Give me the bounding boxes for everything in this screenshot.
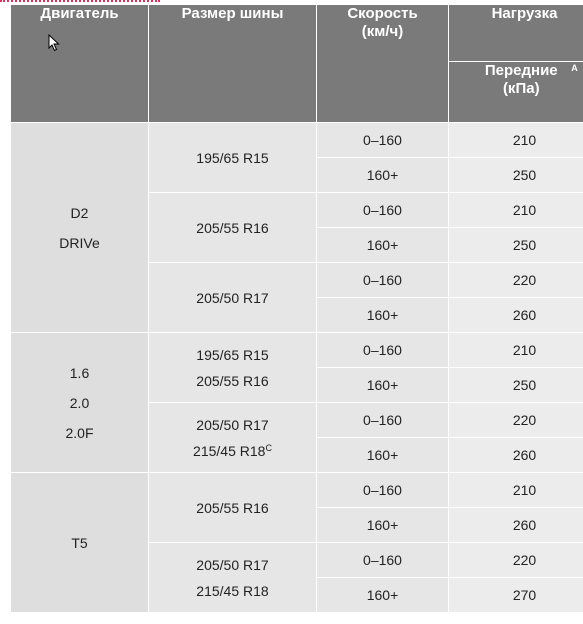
tire-size-cell: [149, 403, 317, 473]
front-pressure-cell: 210: [449, 193, 583, 228]
tire-size-text: 205/50 R17: [196, 416, 269, 433]
front-header: [449, 62, 583, 123]
table-row: [11, 123, 583, 158]
tire-size-text: 205/55 R16: [196, 372, 269, 389]
tire-size-text: 205/50 R17: [196, 556, 269, 573]
front-pressure-cell: 270: [449, 578, 583, 613]
tire-size-text: 195/65 R15: [196, 149, 269, 166]
front-pressure-cell: 220: [449, 543, 583, 578]
speed-cell: 0–160: [317, 333, 449, 368]
tire-size-text: 215/45 R18: [196, 582, 269, 599]
speed-cell: 0–160: [317, 473, 449, 508]
tire-size-text: 205/55 R16: [196, 499, 269, 516]
speed-cell: 160+: [317, 508, 449, 543]
speed-cell: 0–160: [317, 193, 449, 228]
tire-size-footnote: C: [265, 442, 272, 453]
table-row: [11, 473, 583, 508]
mouse-cursor-icon: [48, 34, 60, 52]
front-pressure-cell: 250: [449, 158, 583, 193]
tire-size-text: 215/45 R18: [193, 442, 266, 459]
tire-size: [149, 438, 316, 464]
tire-size-cell: [149, 473, 317, 543]
speed-cell: 160+: [317, 438, 449, 473]
speed-header: [317, 5, 449, 123]
speed-cell: 160+: [317, 298, 449, 333]
tire-size-header-label: Размер шины: [181, 5, 284, 22]
engine-name: 1.6: [69, 364, 90, 381]
front-pressure-cell: 250: [449, 228, 583, 263]
tire-size: [149, 552, 316, 578]
front-pressure-cell: 210: [449, 123, 583, 158]
load-header: [449, 5, 583, 62]
table-row: [11, 333, 583, 368]
tire-size-cell: [149, 193, 317, 263]
front-pressure-cell: 260: [449, 438, 583, 473]
speed-cell: 160+: [317, 228, 449, 263]
engine-name: 2.0F: [65, 424, 94, 441]
speed-cell: 160+: [317, 158, 449, 193]
speed-header-label: Скорость (км/ч): [347, 5, 418, 40]
speed-cell: 0–160: [317, 263, 449, 298]
engine-header: [11, 5, 149, 123]
front-pressure-cell: 220: [449, 403, 583, 438]
tire-size: [149, 285, 316, 311]
tire-size: [149, 495, 316, 521]
engine-name: DRIVe: [59, 234, 100, 251]
tire-size-text: 195/65 R15: [196, 346, 269, 363]
load-header-label: Нагрузка: [491, 5, 558, 22]
tire-size-cell: [149, 123, 317, 193]
tire-size: [149, 578, 316, 604]
tire-size: [149, 215, 316, 241]
tire-size-cell: [149, 333, 317, 403]
engine-cell: [11, 473, 149, 613]
front-header-footnote: A: [571, 63, 578, 73]
tire-size-header: [149, 5, 317, 123]
front-pressure-cell: 260: [449, 508, 583, 543]
front-pressure-cell: 220: [449, 263, 583, 298]
front-pressure-cell: 210: [449, 473, 583, 508]
speed-cell: 0–160: [317, 543, 449, 578]
engine-header-label: Двигатель: [40, 5, 119, 22]
tire-size-cell: [149, 543, 317, 613]
engine-cell: [11, 123, 149, 333]
engine-name: T5: [71, 534, 88, 551]
speed-cell: 160+: [317, 578, 449, 613]
speed-cell: 0–160: [317, 123, 449, 158]
tire-pressure-table: [10, 4, 583, 613]
engine-name: D2: [70, 204, 89, 221]
engine-name: 2.0: [69, 394, 90, 411]
front-pressure-cell: 210: [449, 333, 583, 368]
tire-size-cell: [149, 263, 317, 333]
tire-size: [149, 342, 316, 368]
tire-size: [149, 412, 316, 438]
tire-size-text: 205/55 R16: [196, 219, 269, 236]
tire-size: [149, 145, 316, 171]
tire-size: [149, 368, 316, 394]
front-pressure-cell: 260: [449, 298, 583, 333]
front-header-label: Передние (кПа): [484, 62, 558, 97]
speed-cell: 0–160: [317, 403, 449, 438]
tire-size-text: 205/50 R17: [196, 289, 269, 306]
speed-cell: 160+: [317, 368, 449, 403]
table-body: [11, 123, 583, 613]
engine-cell: [11, 333, 149, 473]
front-pressure-cell: 250: [449, 368, 583, 403]
